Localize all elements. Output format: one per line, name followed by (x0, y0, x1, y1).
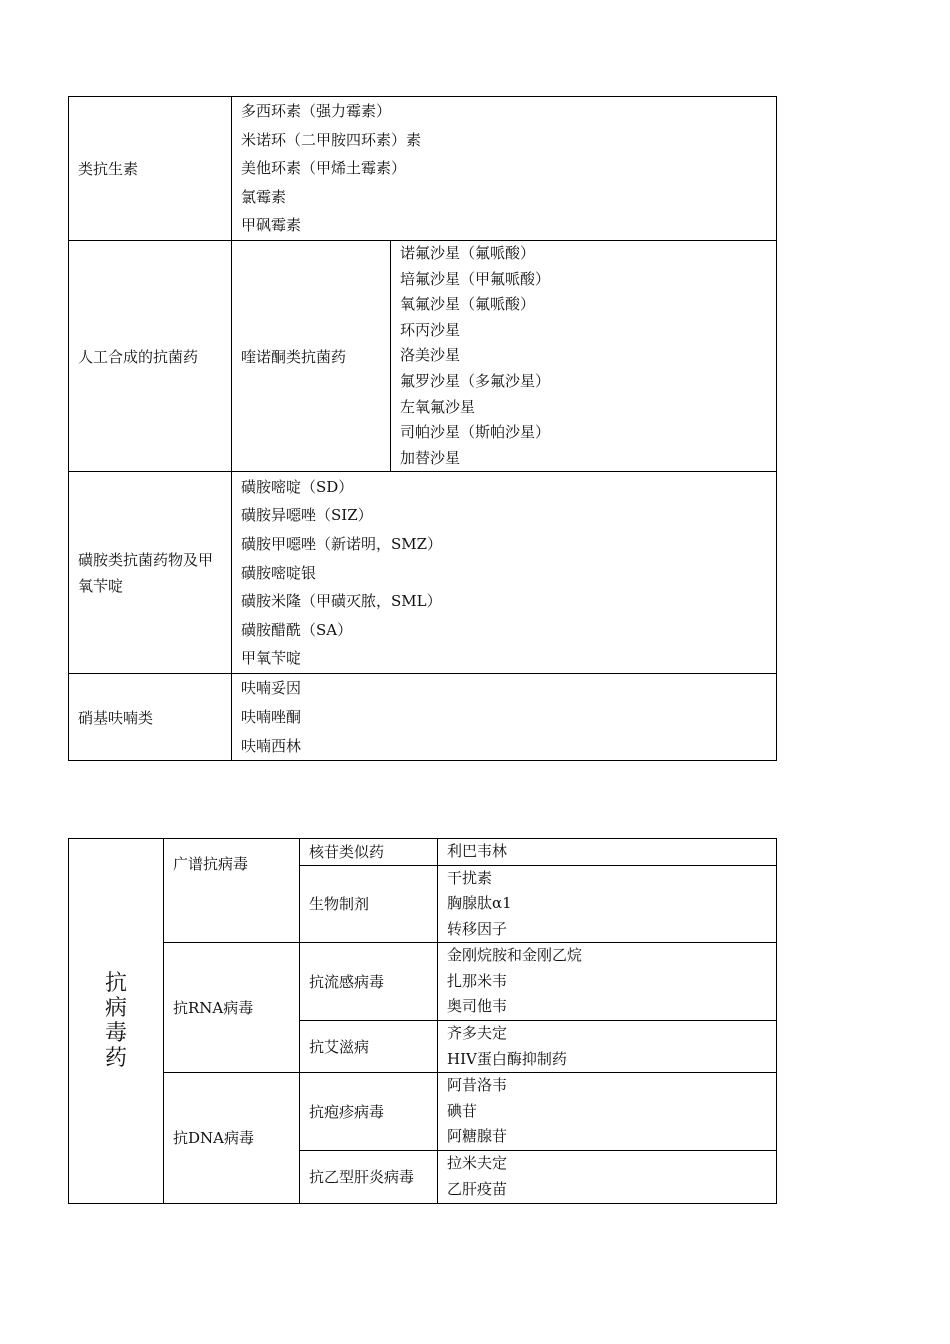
drug-item: 拉米夫定 (447, 1154, 508, 1172)
category-cell: 磺胺类抗菌药物及甲氧苄啶 (69, 472, 232, 674)
drug-item: 碘苷 (447, 1101, 478, 1120)
drug-list (232, 472, 777, 674)
drug-item: 利巴韦林 (447, 842, 508, 860)
drug-item: 金刚烷胺和金刚乙烷 (447, 946, 583, 965)
drug-item: 阿糖腺苷 (447, 1127, 508, 1145)
antiviral-table (68, 838, 777, 1204)
table-row (69, 674, 777, 761)
drug-list (438, 1073, 777, 1151)
drug-item: 司帕沙星（斯帕沙星） (400, 423, 551, 442)
drug-item: 美他环素（甲烯土霉素） (241, 159, 407, 178)
group-cell: 抗RNA病毒 (164, 943, 300, 1073)
drug-item: 呋喃西林 (241, 736, 302, 755)
drug-item: 磺胺异噁唑（SIZ） (241, 506, 373, 525)
drug-list (438, 1021, 777, 1073)
group-cell: 抗DNA病毒 (164, 1073, 300, 1204)
drug-item: 洛美沙星 (400, 346, 461, 365)
subgroup-cell: 生物制剂 (300, 865, 438, 943)
drug-list (438, 943, 777, 1021)
category-cell: 类抗生素 (69, 97, 232, 241)
drug-item: 氧氟沙星（氟哌酸） (400, 295, 536, 314)
drug-list (232, 674, 777, 761)
category-cell: 硝基呋喃类 (69, 674, 232, 761)
drug-item: 磺胺米隆（甲磺灭脓，SML） (241, 592, 442, 611)
table-title-cell (69, 839, 164, 1204)
title-char: 病 (104, 995, 127, 1021)
drug-item: 甲氧苄啶 (241, 649, 302, 668)
drug-item: 胸腺肽α1 (447, 894, 512, 912)
table-row (69, 839, 777, 866)
drug-list (232, 97, 777, 241)
table-row (69, 472, 777, 674)
subgroup-cell: 抗乙型肝炎病毒 (300, 1150, 438, 1203)
drug-item: 呋喃妥因 (241, 679, 302, 698)
drug-item: 加替沙星 (400, 448, 461, 467)
group-cell: 广谱抗病毒 (164, 839, 300, 943)
drug-item: 磺胺甲噁唑（新诺明，SMZ） (241, 534, 443, 553)
table-row (69, 1073, 777, 1151)
drug-item: 磺胺醋酰（SA） (241, 620, 353, 639)
drug-item: 呋喃唑酮 (241, 708, 302, 727)
drug-list (438, 1150, 777, 1203)
drug-item: 乙肝疫苗 (447, 1179, 508, 1198)
drug-item: 奥司他韦 (447, 997, 508, 1016)
drug-list (391, 241, 777, 472)
drug-item: 甲砜霉素 (241, 216, 302, 235)
drug-item: 磺胺嘧啶银 (241, 563, 317, 582)
drug-item: 环丙沙星 (400, 320, 461, 339)
subcategory-cell: 喹诺酮类抗菌药 (232, 241, 391, 472)
drug-item: 扎那米韦 (447, 971, 508, 990)
drug-list (438, 839, 777, 866)
title-char: 抗 (104, 970, 127, 996)
drug-item: 诺氟沙星（氟哌酸） (400, 244, 536, 262)
drug-item: HIV蛋白酶抑制药 (447, 1049, 567, 1068)
drug-item: 阿昔洛韦 (447, 1076, 508, 1094)
category-cell: 人工合成的抗菌药 (69, 241, 232, 472)
drug-item: 磺胺嘧啶（SD） (241, 477, 354, 496)
drug-list (438, 865, 777, 943)
table-row (69, 97, 777, 241)
drug-item: 齐多夫定 (447, 1024, 508, 1042)
title-char: 毒 (104, 1020, 127, 1046)
antibacterial-table (68, 96, 777, 761)
drug-item: 转移因子 (447, 919, 508, 938)
drug-item: 培氟沙星（甲氟哌酸） (400, 269, 551, 288)
drug-item: 干扰素 (447, 868, 493, 887)
drug-item: 氟罗沙星（多氟沙星） (400, 371, 551, 390)
drug-item: 左氧氟沙星 (400, 397, 476, 416)
subgroup-cell: 核苷类似药 (300, 839, 438, 866)
drug-item: 多西环素（强力霉素） (241, 102, 392, 121)
table-row (69, 241, 777, 472)
title-char: 药 (104, 1045, 127, 1071)
subgroup-cell: 抗艾滋病 (300, 1021, 438, 1073)
drug-item: 米诺环（二甲胺四环素）素 (241, 130, 422, 149)
table-row (69, 943, 777, 1021)
drug-item: 氯霉素 (241, 187, 287, 206)
subgroup-cell: 抗疱疹病毒 (300, 1073, 438, 1151)
subgroup-cell: 抗流感病毒 (300, 943, 438, 1021)
